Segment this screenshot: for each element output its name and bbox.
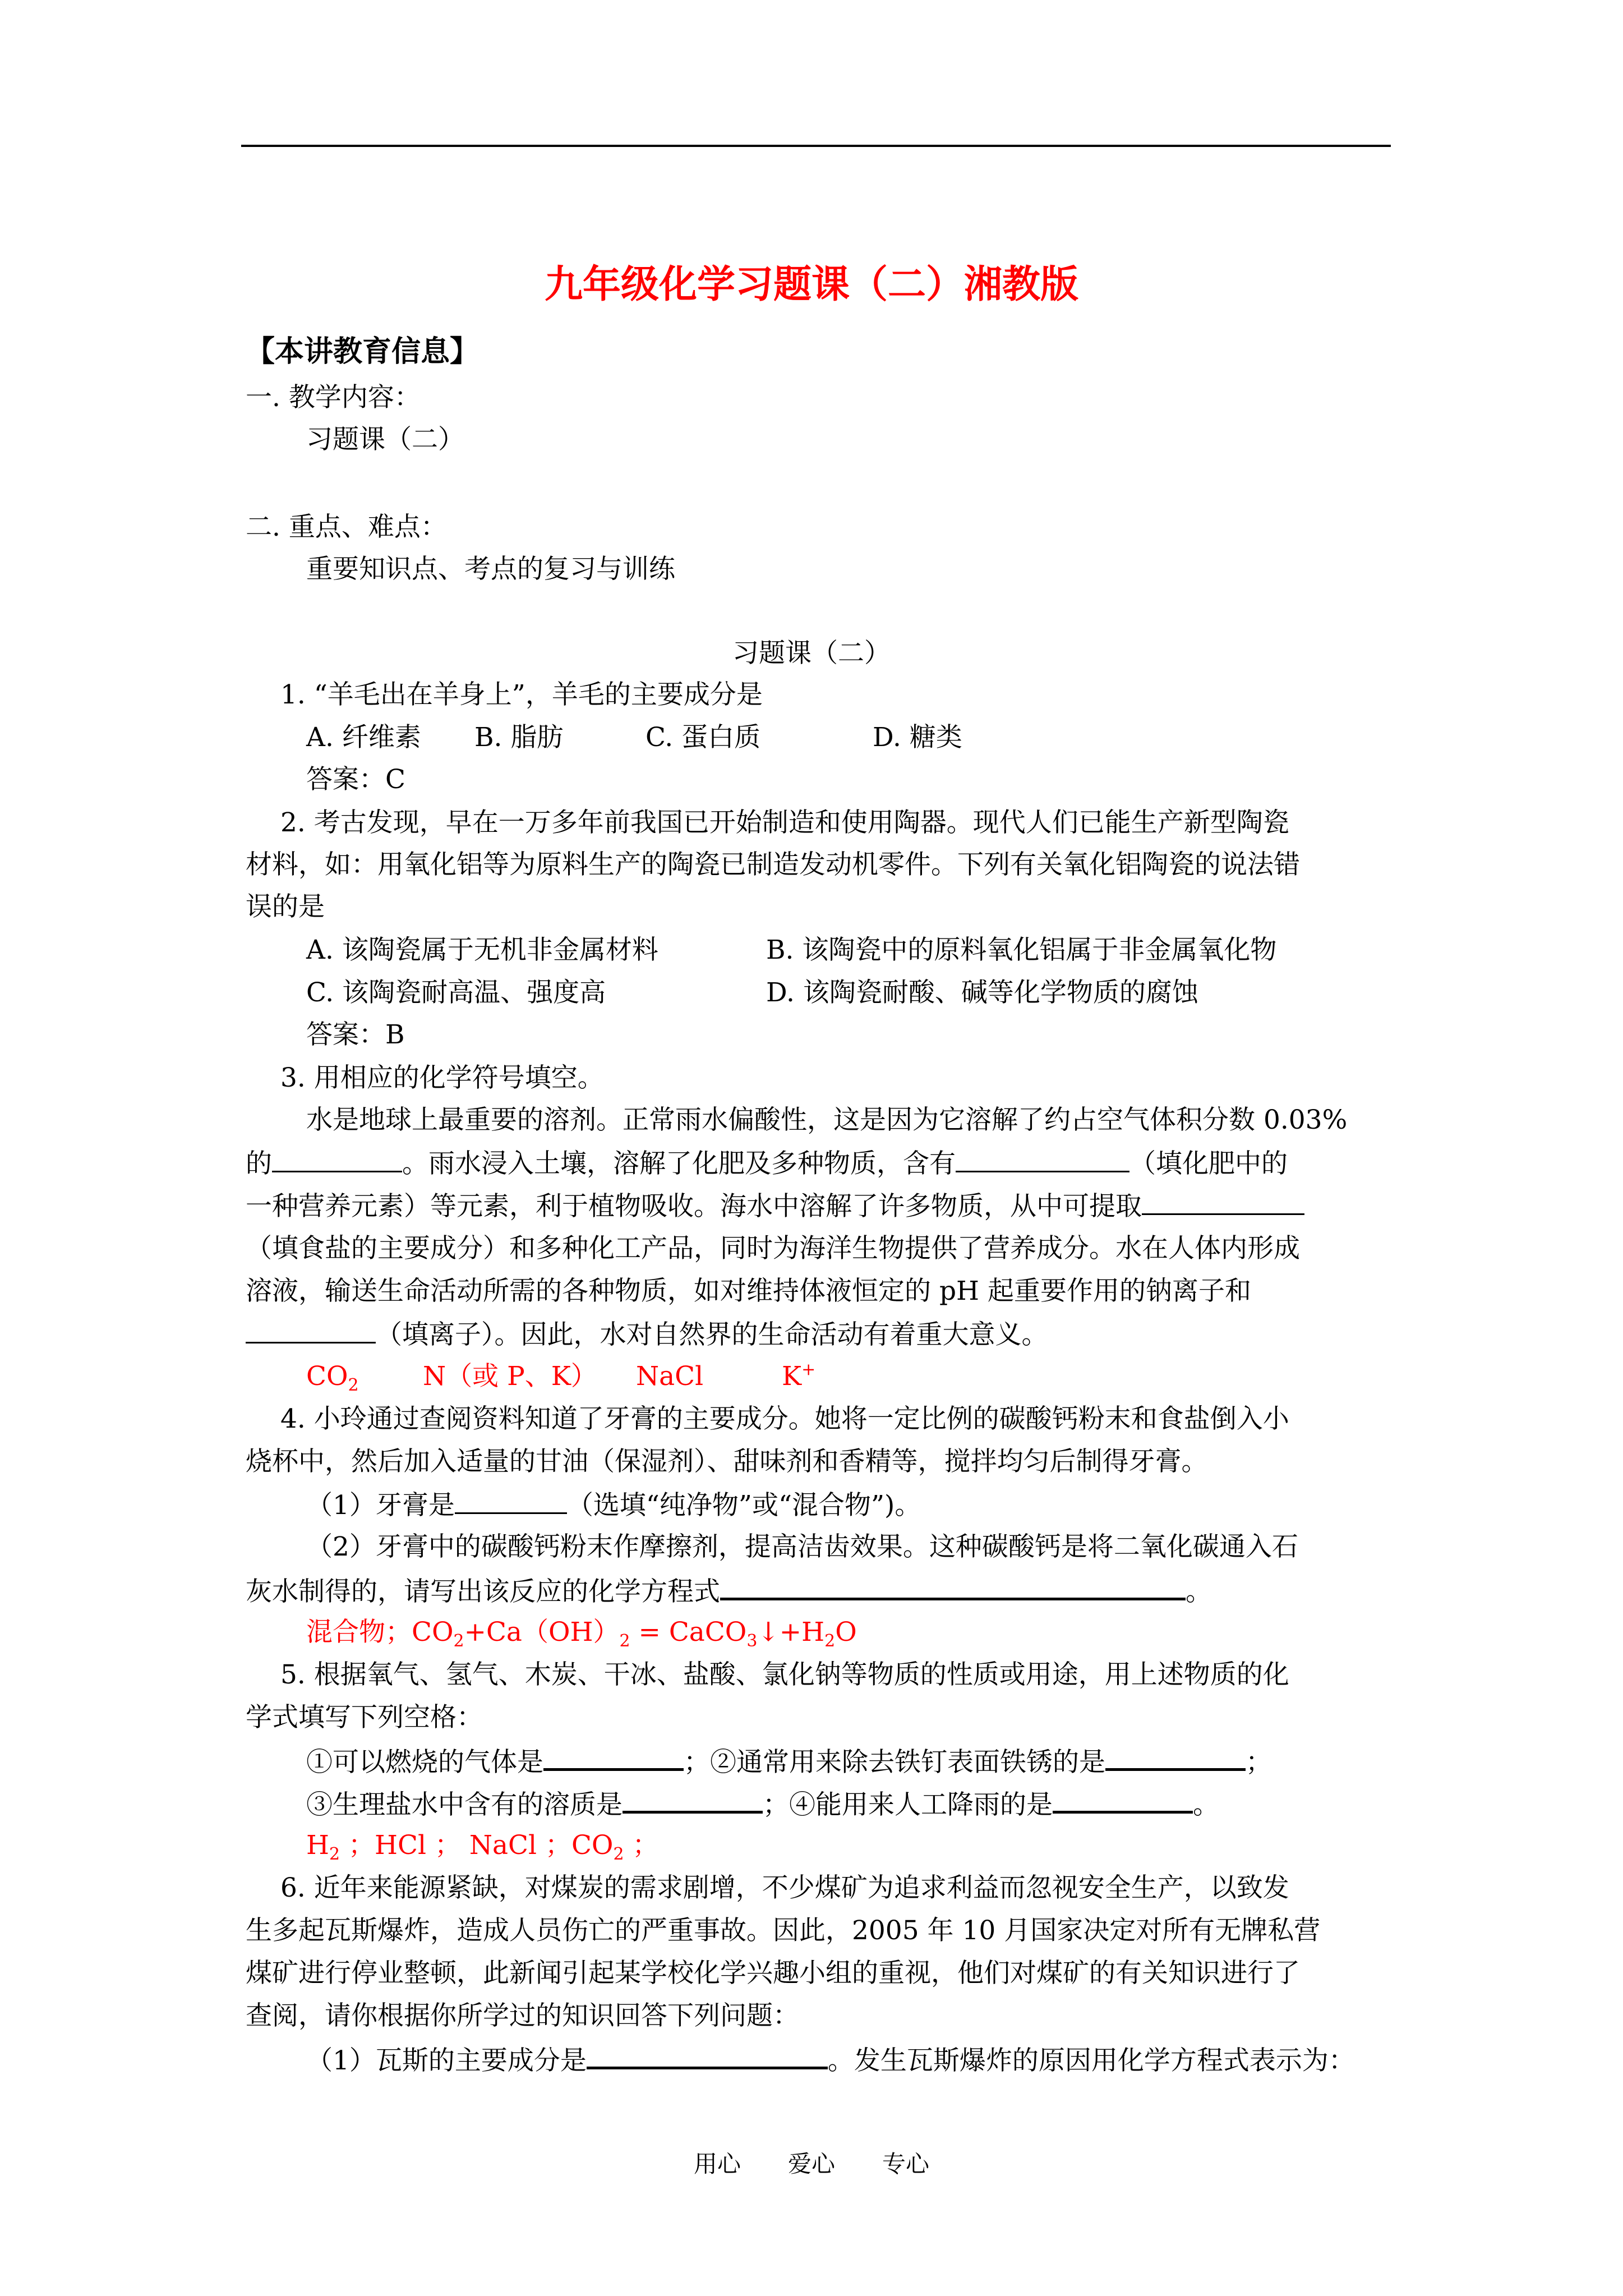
q2-line-1: 2. 考古发现，早在一万多年前我国已开始制造和使用陶器。现代人们已能生产新型陶瓷 <box>280 807 1289 838</box>
teaching-content-label: 一. 教学内容： <box>246 382 421 413</box>
q2-options-row-1 <box>306 932 1276 968</box>
q1-option-a: A. 纤维素 <box>306 722 421 753</box>
q3-line-6 <box>246 1316 1048 1353</box>
q2-option-a: A. 该陶瓷属于无机非金属材料 <box>306 935 658 965</box>
q4-line-1: 4. 小玲通过查阅资料知道了牙膏的主要成分。她将一定比例的碳酸钙粉末和食盐倒入小 <box>280 1404 1289 1434</box>
q6-blank-1 <box>587 2041 828 2069</box>
q3-line-3 <box>246 1188 1304 1225</box>
q5-answers: $H_2$ ；HCl ； NaCl ；$CO_2$ ； <box>306 1830 659 1864</box>
q1-options <box>306 720 962 756</box>
q5-line-4: ③生理盐水中含有的溶质是 ；④能用来人工降雨的是 。 <box>306 1785 1219 1823</box>
q4-blank-1 <box>455 1487 567 1514</box>
q3-answer-3: NaCl <box>636 1361 704 1392</box>
q5-line-2: 学式填写下列空格： <box>246 1702 483 1733</box>
q6-line-2: 生多起瓦斯爆炸，造成人员伤亡的严重事故。因此，2005 年 10 月国家决定对所有无牌私营 <box>246 1915 1321 1946</box>
q4-line-2: 烧杯中，然后加入适量的甘油（保湿剂）、甜味剂和香精等，搅拌均匀后制得牙膏。 <box>246 1446 1208 1477</box>
q3-blank-2 <box>956 1145 1129 1172</box>
q2-line-3: 误的是 <box>246 891 325 922</box>
q3-stem: 3. 用相应的化学符号填空。 <box>280 1062 604 1093</box>
q1-option-b: B. 脂肪 <box>474 722 564 753</box>
q3-line-6-part-b: （填离子）。因此，水对自然界的生命活动有着重大意义。 <box>376 1319 1048 1350</box>
q1-option-c: C. 蛋白质 <box>645 722 761 753</box>
q3-line-2-part-c: （填化肥中的 <box>1129 1148 1288 1179</box>
q2-answer: 答案：B <box>306 1019 405 1050</box>
q3-line-3-part-a: 一种营养元素）等元素，利于植物吸收。海水中溶解了许多物质，从中可提取 <box>246 1191 1142 1222</box>
q5-blank-1 <box>543 1742 684 1771</box>
q5-blank-4 <box>1053 1785 1193 1814</box>
q2-option-b: B. 该陶瓷中的原料氧化铝属于非金属氧化物 <box>766 935 1277 965</box>
q2-options-row-2 <box>306 975 1198 1011</box>
q4-sub-2-line-2: 灰水制得的，请写出该反应的化学方程式 。 <box>246 1572 1212 1610</box>
q3-line-2-part-b: 。雨水浸入土壤，溶解了化肥及多种物质，含有 <box>402 1148 956 1179</box>
q3-blank-1 <box>272 1145 402 1172</box>
q1-option-d: D. 糖类 <box>873 722 962 753</box>
q1-answer: 答案：C <box>306 764 405 795</box>
q4-sub-1: （1）牙膏是 （选填“纯净物”或“混合物”)。 <box>306 1487 921 1524</box>
section-header: 【本讲教育信息】 <box>246 334 479 369</box>
q6-sub-1: （1）瓦斯的主要成分是 。发生瓦斯爆炸的原因用化学方程式表示为： <box>306 2041 1355 2079</box>
q6-line-1: 6. 近年来能源紧缺，对煤炭的需求剧增，不少煤矿为追求利益而忽视安全生产，以致发 <box>280 1872 1289 1903</box>
q5-blank-3 <box>623 1785 763 1814</box>
q1-stem: 1. “羊毛出在羊身上”，羊毛的主要成分是 <box>280 679 763 710</box>
q2-option-c: C. 该陶瓷耐高温、强度高 <box>306 977 606 1008</box>
q5-line-3: ①可以燃烧的气体是 ；②通常用来除去铁钉表面铁锈的是 ； <box>306 1742 1272 1780</box>
q3-line-1: 水是地球上最重要的溶剂。正常雨水偏酸性，这是因为它溶解了约占空气体积分数 0.03% <box>306 1105 1348 1135</box>
q5-blank-2 <box>1105 1742 1246 1771</box>
q4-sub-2-line-1: （2）牙膏中的碳酸钙粉末作摩擦剂，提高洁齿效果。这种碳酸钙是将二氧化碳通入石 <box>306 1531 1298 1562</box>
q6-line-4: 查阅，请你根据你所学过的知识回答下列问题： <box>246 2000 799 2031</box>
q6-line-3: 煤矿进行停业整顿，此新闻引起某学校化学兴趣小组的重视，他们对煤矿的有关知识进行了 <box>246 1958 1300 1989</box>
teaching-content: 习题课（二） <box>306 424 464 455</box>
q3-answer-1: $CO_2$ <box>306 1361 359 1395</box>
q3-line-4: （填食盐的主要成分）和多种化工产品，同时为海洋生物提供了营养成分。水在人体内形成 <box>246 1233 1300 1264</box>
q4-blank-2 <box>720 1572 1186 1600</box>
q3-answer-4: K+ <box>782 1360 816 1392</box>
q3-blank-3 <box>1142 1188 1304 1215</box>
q3-answer-2: N（或 P、K） <box>423 1361 597 1392</box>
q3-line-5: 溶液，输送生命活动所需的各种物质，如对维持体液恒定的 pH 起重要作用的钠离子和 <box>246 1276 1251 1306</box>
key-points: 重要知识点、考点的复习与训练 <box>306 554 675 585</box>
q4-answer: 混合物；$CO_2+Ca(OH)_2$ = $CaCO_3↓+H_2O$ <box>306 1617 857 1651</box>
q3-line-2 <box>246 1145 1288 1182</box>
q3-line-2-part-a: 的 <box>246 1148 272 1179</box>
header-rule <box>241 145 1391 147</box>
q2-option-d: D. 该陶瓷耐酸、碱等化学物质的腐蚀 <box>766 977 1198 1008</box>
q5-line-1: 5. 根据氧气、氢气、木炭、干冰、盐酸、氯化钠等物质的性质或用途，用上述物质的化 <box>280 1659 1289 1690</box>
q3-blank-4 <box>246 1316 376 1343</box>
exercise-subtitle: 习题课（二） <box>732 638 891 669</box>
document-title: 九年级化学习题课（二）湘教版 <box>544 262 1078 307</box>
key-points-label: 二. 重点、难点： <box>246 512 447 542</box>
q3-answers <box>306 1359 815 1395</box>
q2-line-2: 材料，如：用氧化铝等为原料生产的陶瓷已制造发动机零件。下列有关氧化铝陶瓷的说法错 <box>246 849 1300 880</box>
page-footer: 用心 爱心 专心 <box>693 2150 929 2178</box>
